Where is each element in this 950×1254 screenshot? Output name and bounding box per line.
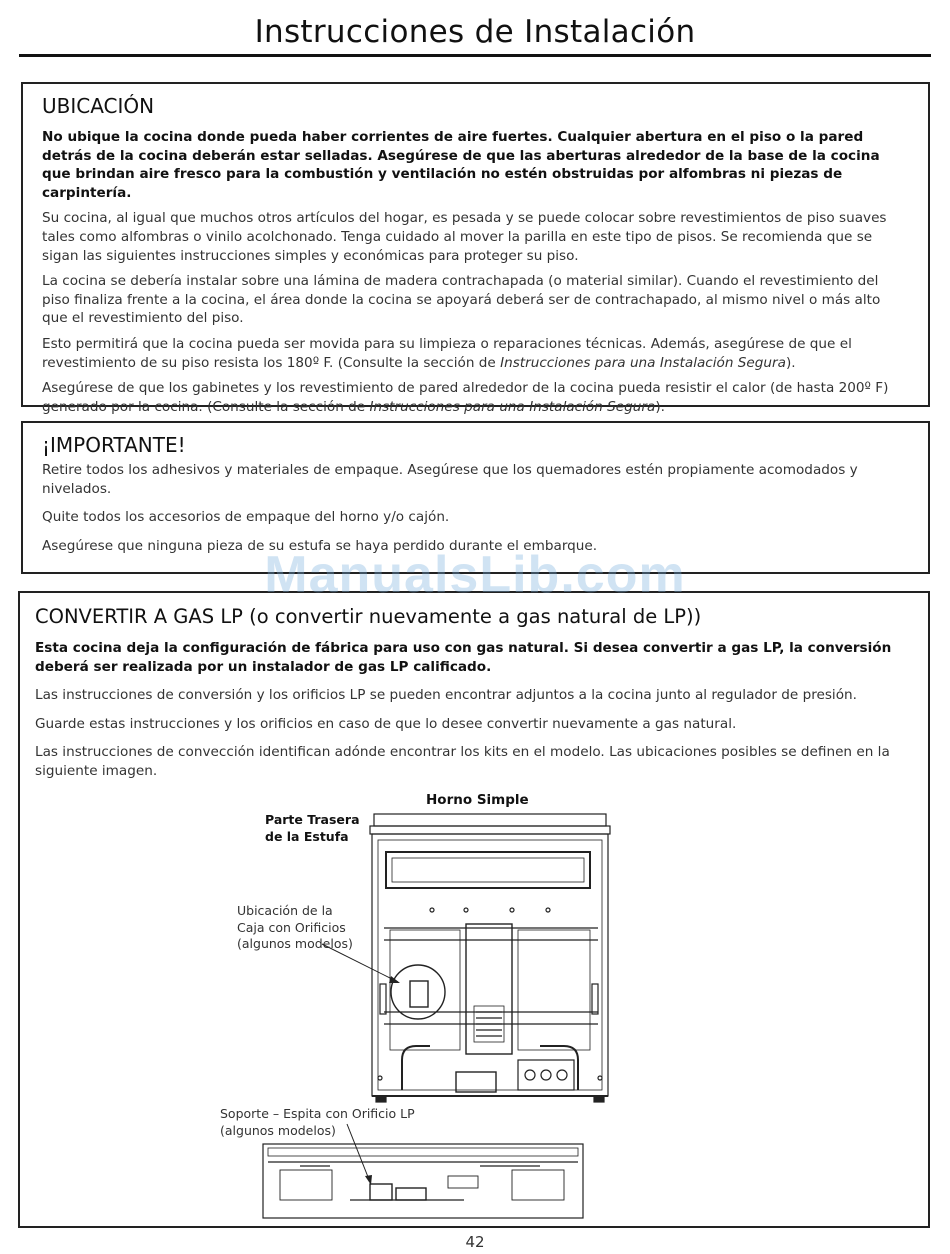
- ubicacion-heading: UBICACIÓN: [42, 94, 155, 118]
- bracket-leader: [347, 1124, 370, 1182]
- rear-label-line-2: de la Estufa: [265, 828, 349, 844]
- orifice-box-label-line-3: (algunos modelos): [237, 936, 353, 951]
- importante-paragraph-3: Asegúrese que ninguna pieza de su estufa se haya perdido durante el embarque.: [42, 537, 598, 554]
- convertir-paragraph-1: Las instrucciones de conversión y los orificios LP se pueden encontrar adjuntos a la cocina junto al regulador de presión.: [35, 687, 857, 704]
- diagram-title: Horno Simple: [426, 792, 529, 808]
- bracket-label-line-2: (algunos modelos): [220, 1122, 336, 1138]
- convertir-heading-main: CONVERTIR A GAS LP: [35, 605, 250, 628]
- convertir-heading: [35, 605, 910, 628]
- ubicacion-paragraph-1: Su cocina, al igual que muchos otros artículos del hogar, es pesada y se puede colocar sobre revestimientos de piso suaves tales como alfombras o vinilo acolchonado. Tenga cuidado al mover la parilla en este tipo de pisos. Se recomienda que se sigan las siguientes instrucciones simples y económicas para proteger su piso.: [42, 210, 887, 264]
- ubicacion-paragraph-4: [42, 379, 910, 416]
- safety-section-reference: Instrucciones para una Instalación Segura: [500, 354, 786, 371]
- page-title: Instrucciones de Instalación: [254, 14, 696, 50]
- orifice-box-leader: [322, 944, 398, 982]
- orifice-box-arrowhead: [389, 976, 400, 983]
- page-number: 42: [465, 1233, 485, 1251]
- ubicacion-warning: No ubique la cocina donde pueda haber corrientes de aire fuertes. Cualquier abertura en el piso o la pared detrás de la cocina deberán estar selladas. Asegúrese de que las aberturas alrededor de la base de la cocina que brindan aire fresco para la combustión y ventilación no estén obstruidas por alfombras ni piezas de carpintería.: [42, 129, 880, 201]
- orifice-box-label-line-2: Caja con Orificios: [237, 919, 346, 935]
- importante-paragraph-2: Quite todos los accesorios de empaque del horno y/o cajón.: [42, 509, 450, 526]
- importante-heading: ¡IMPORTANTE!: [42, 433, 186, 457]
- bracket-detail-illustration: [263, 1144, 583, 1218]
- range-rear-illustration: [370, 814, 610, 1102]
- importante-section: [21, 421, 930, 574]
- ubicacion-paragraph-2: La cocina se debería instalar sobre una lámina de madera contrachapada (o material similar). Cuando el revestimiento del piso finaliza frente a la cocina, el área donde la cocina se apoyará deberá ser de contrachapado, al mismo nivel o más alto que el revestimiento del piso.: [42, 273, 881, 327]
- ubicacion-section: [21, 82, 930, 415]
- convertir-warning: Esta cocina deja la configuración de fábrica para uso con gas natural. Si desea convertir a gas LP, la conversión deberá ser realizada por un instalador de gas LP calificado.: [35, 640, 892, 675]
- bracket-label-line-1: Soporte – Espita con Orificio LP: [220, 1106, 415, 1121]
- importante-paragraph-1: Retire todos los adhesivos y materiales de empaque. Asegúrese que los quemadores estén propiamente acomodados y nivelados.: [42, 462, 858, 497]
- safety-section-reference: Instrucciones para una Instalación Segura: [369, 398, 656, 415]
- range-rear-diagram: [215, 788, 615, 1223]
- ubicacion-paragraph-3: [42, 335, 910, 372]
- rear-label-line-1: Parte Trasera: [265, 812, 360, 827]
- convertir-heading-sub: (o convertir nuevamente a gas natural de LP)): [249, 605, 702, 628]
- ubicacion-p3-end: ).: [785, 354, 796, 371]
- convertir-paragraph-2: Guarde estas instrucciones y los orificios en caso de que lo desee convertir nuevamente a gas natural.: [35, 715, 737, 732]
- ubicacion-p4-text: Asegúrese de que los gabinetes y los revestimiento de pared alrededor de la cocina pueda resistir el calor (de hasta 200º F) generado por la cocina. (Consulte la sección de: [42, 380, 889, 415]
- orifice-box-label-line-1: Ubicación de la: [237, 903, 333, 918]
- watermark: ManualsLib.com: [264, 546, 686, 604]
- ubicacion-p3-text: Esto permitirá que la cocina pueda ser movida para su limpieza o reparaciones técnicas. Además, asegúrese de que el revestimiento de su piso resista los 180º F. (Consulte la sección de: [42, 335, 852, 371]
- ubicacion-p4-end: ).: [655, 398, 665, 415]
- convertir-paragraph-3: Las instrucciones de convección identifican adónde encontrar los kits en el modelo. Las ubicaciones posibles se definen en la siguiente imagen.: [35, 744, 890, 779]
- title-divider: [19, 54, 931, 57]
- bracket-arrowhead: [365, 1175, 372, 1185]
